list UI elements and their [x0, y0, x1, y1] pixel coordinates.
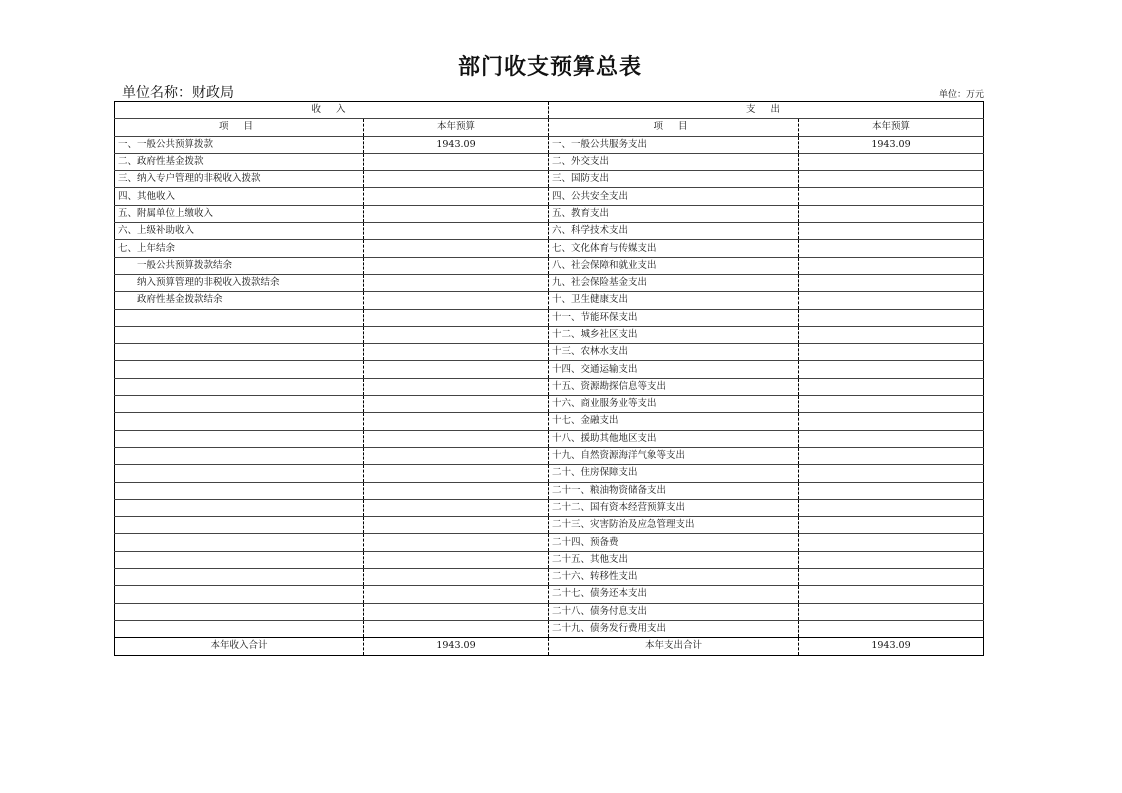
- expense-value-cell: [799, 171, 984, 188]
- table-row: [115, 153, 984, 170]
- table-row: [115, 603, 984, 620]
- expense-item-cell: 二十八、债务付息支出: [549, 603, 799, 620]
- income-item-cell: [115, 361, 364, 378]
- table-row: [115, 620, 984, 637]
- income-total-label: 本年收入合计: [115, 638, 364, 655]
- expense-item-cell: 二十七、债务还本支出: [549, 586, 799, 603]
- expense-item-cell: 十四、交通运输支出: [549, 361, 799, 378]
- expense-item-cell: 九、社会保险基金支出: [549, 274, 799, 291]
- income-item-cell: [115, 603, 364, 620]
- expense-value-cell: [799, 378, 984, 395]
- income-value-cell: [364, 223, 549, 240]
- table-row: [115, 240, 984, 257]
- income-item-cell: [115, 430, 364, 447]
- table-row: [115, 569, 984, 586]
- expense-value-cell: [799, 396, 984, 413]
- page-title: 部门收支预算总表: [457, 55, 642, 80]
- expense-value-cell: [799, 517, 984, 534]
- income-value-cell: [364, 620, 549, 637]
- expense-item-cell: 十一、节能环保支出: [549, 309, 799, 326]
- expense-item-cell: 二十九、债务发行费用支出: [549, 620, 799, 637]
- table-row: [115, 205, 984, 222]
- expense-value-cell: [799, 586, 984, 603]
- budget-table-footer: [115, 638, 984, 655]
- expense-value-cell: [799, 534, 984, 551]
- income-value-cell: [364, 378, 549, 395]
- income-item-cell: [115, 482, 364, 499]
- income-item-cell: [115, 620, 364, 637]
- income-value-cell: 1943.09: [364, 136, 549, 153]
- income-budget-header: 本年预算: [364, 119, 549, 136]
- income-value-cell: [364, 326, 549, 343]
- expense-item-cell: 二十二、国有资本经营预算支出: [549, 499, 799, 516]
- expense-value-cell: [799, 188, 984, 205]
- table-row: [115, 292, 984, 309]
- income-value-cell: [364, 153, 549, 170]
- expense-total-label: 本年支出合计: [549, 638, 799, 655]
- income-item-cell: [115, 309, 364, 326]
- table-row: [115, 499, 984, 516]
- expense-item-cell: 七、文化体育与传媒支出: [549, 240, 799, 257]
- income-item-cell: 一、一般公共预算拨款: [115, 136, 364, 153]
- income-value-cell: [364, 430, 549, 447]
- income-item-cell: 政府性基金拨款结余: [115, 292, 364, 309]
- table-row: [115, 361, 984, 378]
- income-item-cell: [115, 586, 364, 603]
- income-value-cell: [364, 257, 549, 274]
- table-row: [115, 534, 984, 551]
- expense-item-cell: 四、公共安全支出: [549, 188, 799, 205]
- income-value-cell: [364, 569, 549, 586]
- column-header-row: [115, 119, 984, 136]
- income-item-cell: 五、附属单位上缴收入: [115, 205, 364, 222]
- expense-item-cell: 二十一、粮油物资储备支出: [549, 482, 799, 499]
- expense-value-cell: [799, 344, 984, 361]
- expense-value-cell: [799, 551, 984, 568]
- expense-value-cell: [799, 620, 984, 637]
- expense-item-cell: 一、一般公共服务支出: [549, 136, 799, 153]
- income-item-cell: [115, 569, 364, 586]
- income-value-cell: [364, 482, 549, 499]
- income-item-cell: [115, 326, 364, 343]
- income-item-cell: [115, 551, 364, 568]
- income-value-cell: [364, 447, 549, 464]
- expense-item-cell: 五、教育支出: [549, 205, 799, 222]
- expense-item-cell: 二十六、转移性支出: [549, 569, 799, 586]
- totals-row: [115, 638, 984, 655]
- income-item-cell: 七、上年结余: [115, 240, 364, 257]
- budget-table-body: [115, 102, 984, 638]
- expense-item-cell: 十九、自然资源海洋气象等支出: [549, 447, 799, 464]
- expense-value-cell: [799, 326, 984, 343]
- income-value-cell: [364, 586, 549, 603]
- expense-value-cell: [799, 499, 984, 516]
- income-item-cell: [115, 396, 364, 413]
- budget-table: [114, 101, 984, 656]
- income-value-cell: [364, 344, 549, 361]
- expense-value-cell: [799, 603, 984, 620]
- table-row: [115, 551, 984, 568]
- table-row: [115, 378, 984, 395]
- income-item-cell: 四、其他收入: [115, 188, 364, 205]
- expense-item-cell: 二十五、其他支出: [549, 551, 799, 568]
- expense-value-cell: [799, 223, 984, 240]
- expense-item-cell: 十五、资源勘探信息等支出: [549, 378, 799, 395]
- table-row: [115, 257, 984, 274]
- income-item-cell: 六、上级补助收入: [115, 223, 364, 240]
- expense-item-cell: 十二、城乡社区支出: [549, 326, 799, 343]
- table-row: [115, 430, 984, 447]
- income-item-cell: 三、纳入专户管理的非税收入拨款: [115, 171, 364, 188]
- income-value-cell: [364, 309, 549, 326]
- expense-value-cell: [799, 257, 984, 274]
- expense-item-cell: 二十三、灾害防治及应急管理支出: [549, 517, 799, 534]
- income-value-cell: [364, 240, 549, 257]
- table-row: [115, 171, 984, 188]
- income-item-cell: [115, 517, 364, 534]
- income-item-cell: [115, 499, 364, 516]
- expense-value-cell: [799, 274, 984, 291]
- expense-value-cell: [799, 413, 984, 430]
- expense-item-header: 项 目: [549, 119, 799, 136]
- income-item-cell: [115, 378, 364, 395]
- income-item-cell: [115, 413, 364, 430]
- income-item-cell: [115, 447, 364, 464]
- income-value-cell: [364, 517, 549, 534]
- income-value-cell: [364, 205, 549, 222]
- expense-item-cell: 二十四、预备费: [549, 534, 799, 551]
- table-row: [115, 344, 984, 361]
- income-value-cell: [364, 188, 549, 205]
- expense-item-cell: 二、外交支出: [549, 153, 799, 170]
- income-value-cell: [364, 396, 549, 413]
- income-group-header: 收 入: [115, 102, 549, 119]
- income-item-cell: [115, 534, 364, 551]
- table-row: [115, 586, 984, 603]
- expense-value-cell: [799, 361, 984, 378]
- expense-value-cell: [799, 153, 984, 170]
- table-row: [115, 326, 984, 343]
- income-item-cell: 二、政府性基金拨款: [115, 153, 364, 170]
- income-value-cell: [364, 274, 549, 291]
- unit-name: 单位名称：财政局: [122, 85, 234, 101]
- income-value-cell: [364, 465, 549, 482]
- expense-item-cell: 六、科学技术支出: [549, 223, 799, 240]
- income-item-header: 项 目: [115, 119, 364, 136]
- expense-value-cell: [799, 292, 984, 309]
- expense-total-value: 1943.09: [799, 638, 984, 655]
- income-value-cell: [364, 603, 549, 620]
- table-row: [115, 223, 984, 240]
- expense-group-header: 支 出: [549, 102, 984, 119]
- expense-value-cell: [799, 309, 984, 326]
- table-row: [115, 136, 984, 153]
- income-value-cell: [364, 499, 549, 516]
- expense-value-cell: [799, 205, 984, 222]
- table-row: [115, 274, 984, 291]
- income-total-value: 1943.09: [364, 638, 549, 655]
- table-row: [115, 447, 984, 464]
- expense-item-cell: 十六、商业服务业等支出: [549, 396, 799, 413]
- expense-budget-header: 本年预算: [799, 119, 984, 136]
- expense-item-cell: 十七、金融支出: [549, 413, 799, 430]
- expense-value-cell: [799, 465, 984, 482]
- expense-item-cell: 二十、住房保障支出: [549, 465, 799, 482]
- table-row: [115, 413, 984, 430]
- group-header-row: [115, 102, 984, 119]
- unit-label: 单位：万元: [938, 90, 984, 100]
- expense-value-cell: [799, 447, 984, 464]
- income-value-cell: [364, 413, 549, 430]
- expense-item-cell: 十、卫生健康支出: [549, 292, 799, 309]
- table-row: [115, 396, 984, 413]
- income-item-cell: [115, 465, 364, 482]
- expense-value-cell: [799, 240, 984, 257]
- table-row: [115, 482, 984, 499]
- income-value-cell: [364, 534, 549, 551]
- expense-item-cell: 十三、农林水支出: [549, 344, 799, 361]
- expense-item-cell: 三、国防支出: [549, 171, 799, 188]
- table-row: [115, 188, 984, 205]
- expense-value-cell: [799, 569, 984, 586]
- expense-item-cell: 十八、援助其他地区支出: [549, 430, 799, 447]
- table-row: [115, 465, 984, 482]
- income-value-cell: [364, 551, 549, 568]
- table-row: [115, 309, 984, 326]
- income-value-cell: [364, 361, 549, 378]
- expense-value-cell: [799, 430, 984, 447]
- expense-value-cell: [799, 482, 984, 499]
- expense-item-cell: 八、社会保障和就业支出: [549, 257, 799, 274]
- expense-value-cell: 1943.09: [799, 136, 984, 153]
- income-item-cell: 纳入预算管理的非税收入拨款结余: [115, 274, 364, 291]
- income-value-cell: [364, 171, 549, 188]
- table-row: [115, 517, 984, 534]
- income-item-cell: 一般公共预算拨款结余: [115, 257, 364, 274]
- income-value-cell: [364, 292, 549, 309]
- income-item-cell: [115, 344, 364, 361]
